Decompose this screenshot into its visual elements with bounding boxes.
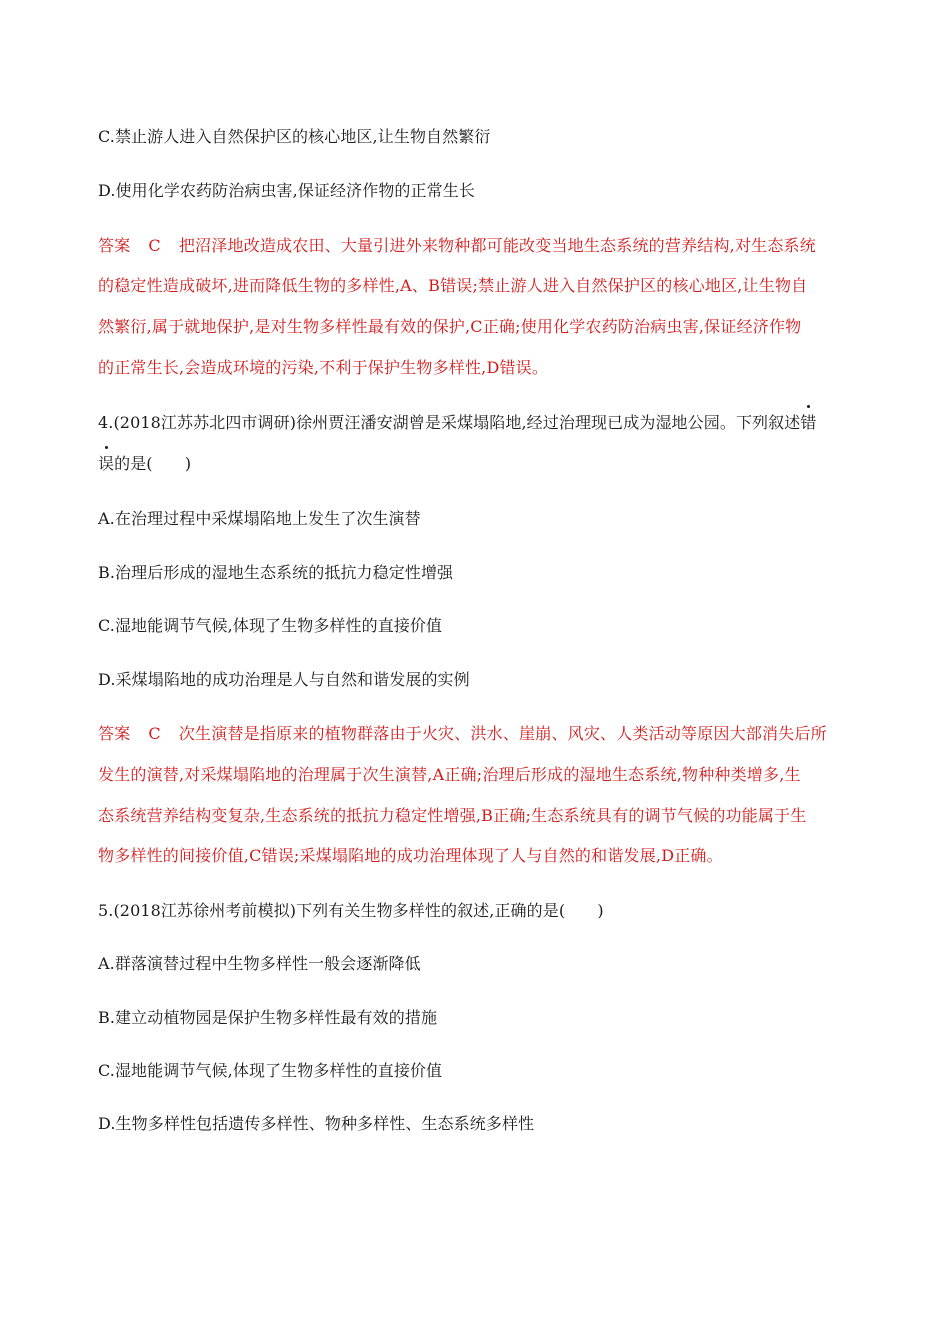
answer-text: 次生演替是指原来的植物群落由于火灾、洪水、崖崩、风灾、人类活动等原因大部消失后所 bbox=[178, 724, 827, 743]
q3-answer-line-2: 的稳定性造成破坏,进而降低生物的多样性,A、B错误;禁止游人进入自然保护区的核心地区,让生物自 bbox=[98, 276, 808, 295]
answer-letter: C bbox=[148, 236, 161, 255]
q5-stem: 5.(2018江苏徐州考前模拟)下列有关生物多样性的叙述,正确的是( ) bbox=[98, 901, 604, 920]
answer-label: 答案 bbox=[98, 236, 131, 255]
q4-stem-line-1 bbox=[98, 413, 816, 433]
q5-option-d: D.生物多样性包括遗传多样性、物种多样性、生态系统多样性 bbox=[98, 1114, 535, 1133]
q4-answer-line-2: 发生的演替,对采煤塌陷地的治理属于次生演替,A正确;治理后形成的湿地生态系统,物种种类增多,生 bbox=[98, 765, 801, 784]
q3-answer-line-4: 的正常生长,会造成环境的污染,不利于保护生物多样性,D错误。 bbox=[98, 358, 549, 377]
q5-option-b: B.建立动植物园是保护生物多样性最有效的措施 bbox=[98, 1008, 438, 1027]
q4-option-a: A.在治理过程中采煤塌陷地上发生了次生演替 bbox=[98, 509, 421, 528]
q4-answer-line-4: 物多样性的间接价值,C错误;采煤塌陷地的成功治理体现了人与自然的和谐发展,D正确。 bbox=[98, 846, 723, 865]
q5-option-c: C.湿地能调节气候,体现了生物多样性的直接价值 bbox=[98, 1061, 443, 1080]
q4-option-b: B.治理后形成的湿地生态系统的抵抗力稳定性增强 bbox=[98, 563, 454, 582]
q4-option-d: D.采煤塌陷地的成功治理是人与自然和谐发展的实例 bbox=[98, 670, 470, 689]
q3-option-c: C.禁止游人进入自然保护区的核心地区,让生物自然繁衍 bbox=[98, 127, 491, 146]
q4-stem-line-2 bbox=[98, 454, 191, 474]
q4-answer-line-3: 态系统营养结构变复杂,生态系统的抵抗力稳定性增强,B正确;生态系统具有的调节气候的功能属于生 bbox=[98, 806, 807, 825]
q3-answer-line-1 bbox=[98, 236, 816, 256]
q5-option-a: A.群落演替过程中生物多样性一般会逐渐降低 bbox=[98, 954, 421, 973]
q4-answer-line-1 bbox=[98, 724, 827, 744]
emphasis-char: 错 bbox=[800, 413, 817, 432]
q3-answer-line-3: 然繁衍,属于就地保护,是对生物多样性最有效的保护,C正确;使用化学农药防治病虫害,保证经济作物 bbox=[98, 317, 802, 336]
answer-label: 答案 bbox=[98, 724, 131, 743]
emphasis-char: 误 bbox=[98, 454, 115, 473]
q4-option-c: C.湿地能调节气候,体现了生物多样性的直接价值 bbox=[98, 616, 443, 635]
q3-option-d: D.使用化学农药防治病虫害,保证经济作物的正常生长 bbox=[98, 181, 475, 200]
q4-stem-text: 4.(2018江苏苏北四市调研)徐州贾汪潘安湖曾是采煤塌陷地,经过治理现已成为湿地公园。下列叙述 bbox=[98, 413, 801, 432]
answer-letter: C bbox=[148, 724, 161, 743]
answer-text: 把沼泽地改造成农田、大量引进外来物种都可能改变当地生态系统的营养结构,对生态系统 bbox=[178, 236, 816, 255]
q4-stem-text: 的是( ) bbox=[114, 454, 192, 473]
